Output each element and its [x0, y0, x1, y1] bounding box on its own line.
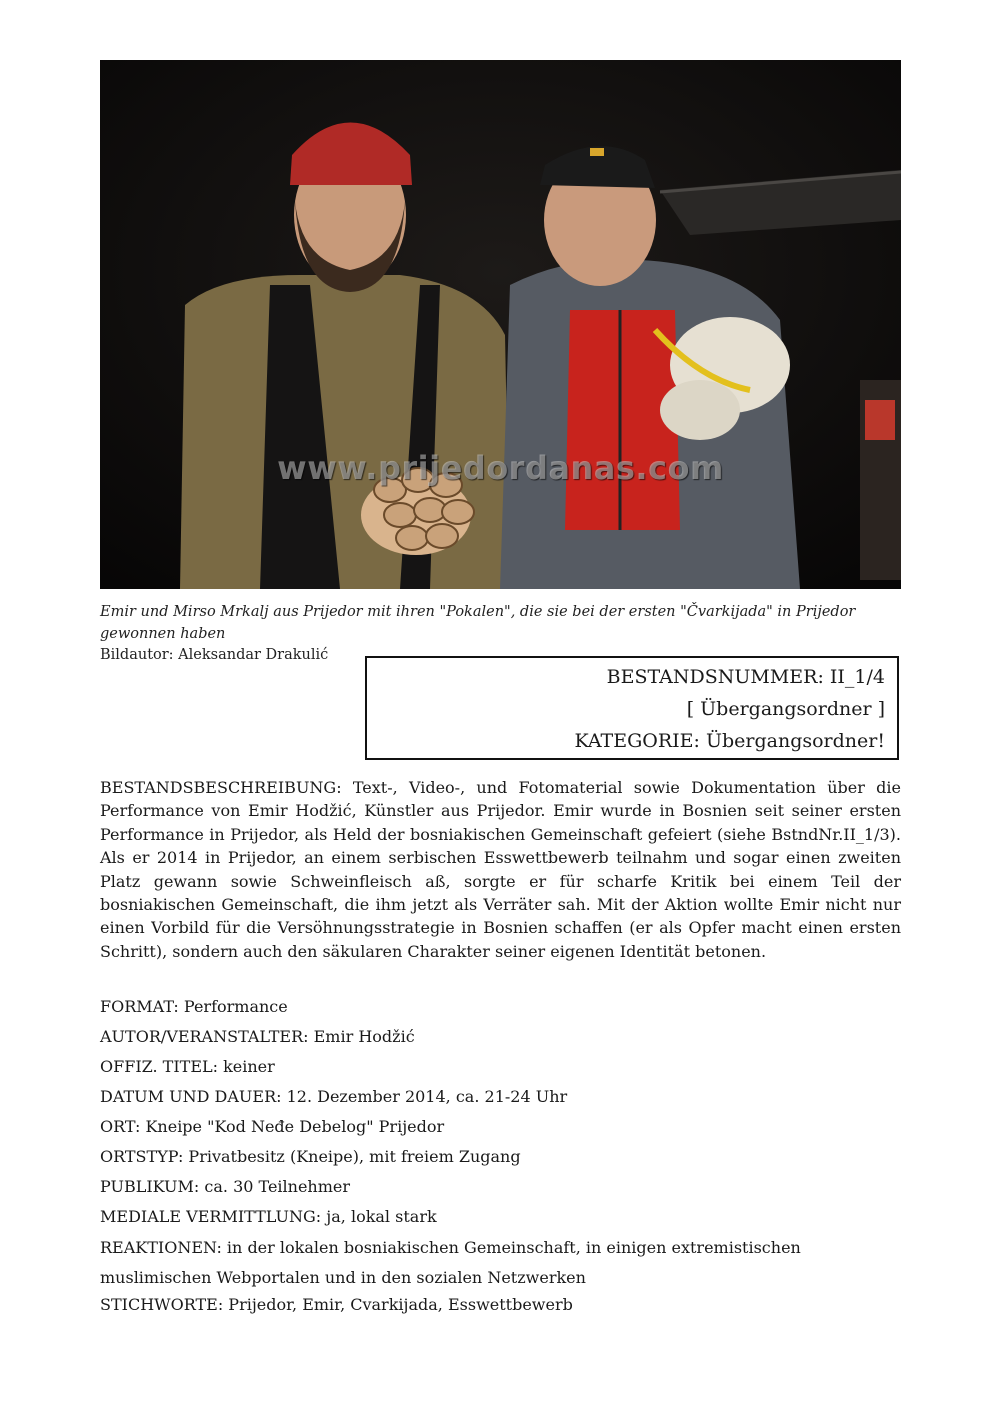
photo-author: Bildautor: Aleksandar Drakulić: [100, 647, 329, 663]
inventory-category: KATEGORIE: Übergangsordner!: [574, 730, 885, 752]
photo-illustration: [100, 60, 901, 589]
inventory-description: BESTANDSBESCHREIBUNG: Text-, Video-, und Fotomaterial sowie Dokumentation über die Performance von Emir Hodžić, Künstler aus Prijedor. Emir wurde in Bosnien seit seiner ersten Performance in Prijedor, als Held der bosniakischen Gemeinschaft gefeiert (siehe BstndNr.II_1/3). Als er 2014 in Prijedor, an einem serbischen Esswettbewerb teilnahm und sogar einen zweiten Platz gewann sowie Schweinfleisch aß, sorgte er für scharfe Kritik bei einem Teil der bosniakischen Gemeinschaft, die ihm jetzt als Verräter sah. Mit der Aktion wollte Emir nicht nur einen Vorbild für die Versöhnungsstrategie in Bosnien schaffen (er als Opfer macht einen ersten Schritt), sondern auch den säkularen Charakter seiner eigenen Identität betonen.: [100, 778, 901, 961]
field-autor: AUTOR/VERANSTALTER: Emir Hodžić: [100, 1027, 415, 1046]
field-medial: MEDIALE VERMITTLUNG: ja, lokal stark: [100, 1207, 437, 1226]
photo-caption: Emir und Mirso Mrkalj aus Prijedor mit ihren "Pokalen", die sie bei der ersten "Čvarkijada" in Prijedor gewonnen haben: [100, 604, 856, 642]
photo-watermark: www.prijedordanas.com: [277, 449, 724, 487]
field-format: FORMAT: Performance: [100, 997, 288, 1016]
field-ort: ORT: Kneipe "Kod Neđe Debelog" Prijedor: [100, 1117, 445, 1136]
field-ortstyp: ORTSTYP: Privatbesitz (Kneipe), mit freiem Zugang: [100, 1147, 521, 1166]
field-stichworte: STICHWORTE: Prijedor, Emir, Cvarkijada, Esswettbewerb: [100, 1295, 573, 1314]
inventory-box: [365, 656, 899, 760]
inventory-number: BESTANDSNUMMER: II_1/4: [606, 666, 885, 688]
field-reaktionen: REAKTIONEN: in der lokalen bosniakischen Gemeinschaft, in einigen extremistischen: [100, 1238, 801, 1257]
field-datum: DATUM UND DAUER: 12. Dezember 2014, ca. 21-24 Uhr: [100, 1087, 568, 1106]
field-publikum: PUBLIKUM: ca. 30 Teilnehmer: [100, 1177, 351, 1196]
field-titel: OFFIZ. TITEL: keiner: [100, 1057, 275, 1076]
inventory-folder: [ Übergangsordner ]: [686, 698, 885, 720]
field-reaktionen-cont: muslimischen Webportalen und in den sozialen Netzwerken: [100, 1268, 586, 1287]
photo: [100, 60, 901, 589]
